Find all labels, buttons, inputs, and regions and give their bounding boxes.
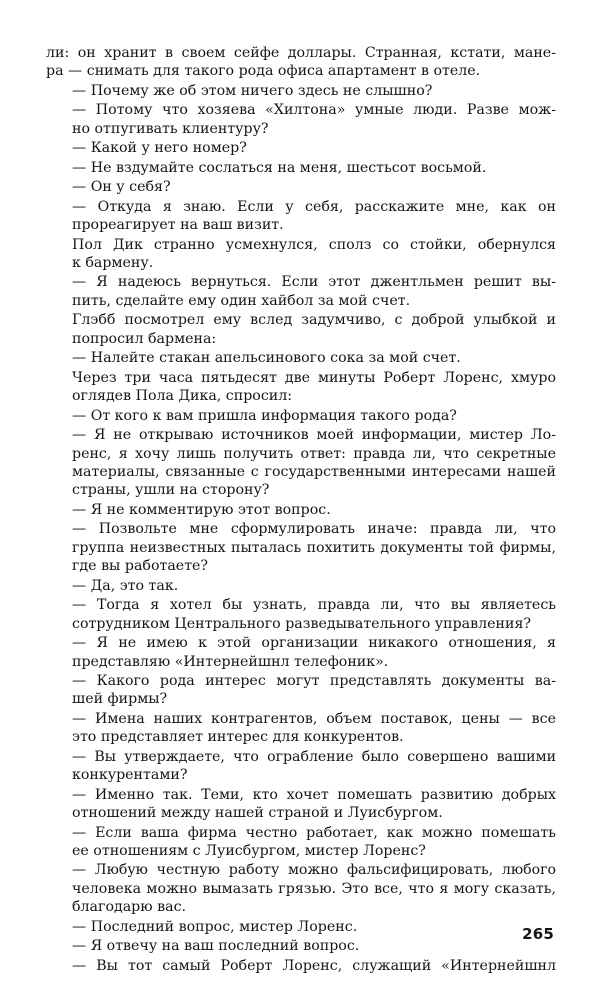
text-line: — Последний вопрос, мистер Лоренс. <box>72 918 358 935</box>
text-line: это представляет интерес для конкурентов. <box>72 729 404 746</box>
paragraph <box>46 748 556 785</box>
paragraph <box>46 311 556 348</box>
text-line: — Тогда я хотел бы узнать, правда ли, что вы являетесь <box>72 597 556 614</box>
text-line: представляю «Интернейшнл телефоник». <box>72 653 389 670</box>
text-line: Пол Дик странно усмехнулся, сполз со стойки, обернулся <box>72 236 556 253</box>
paragraph <box>46 918 556 936</box>
text-line: пить, сделайте ему один хайбол за мой счет. <box>72 292 411 309</box>
paragraph <box>46 236 556 273</box>
paragraph <box>46 349 556 367</box>
text-line: но отпугивать клиентуру? <box>72 120 269 137</box>
paragraph <box>46 407 556 425</box>
text-line: прореагирует на ваш визит. <box>72 217 284 234</box>
text-line: — Налейте стакан апельсинового сока за мой счет. <box>72 350 461 367</box>
paragraph <box>46 273 556 310</box>
paragraph <box>46 861 556 916</box>
paragraph <box>46 501 556 519</box>
text-line: где вы работаете? <box>72 558 209 575</box>
book-page-text <box>46 44 556 975</box>
text-line: материалы, связанные с государственными интересами нашей <box>72 463 556 480</box>
text-line: человека можно вымазать грязью. Это все, что я могу сказать, <box>72 880 556 897</box>
text-line: — Вы утверждаете, что ограбление было совершено вашими <box>72 748 556 765</box>
paragraph <box>46 101 556 138</box>
text-line: группа неизвестных пыталась похитить документы той фирмы, <box>72 539 556 556</box>
text-line: Глэбб посмотрел ему вслед задумчиво, с доброй улыбкой и <box>72 312 556 329</box>
page-number: 265 <box>522 925 554 943</box>
paragraph <box>46 786 556 823</box>
paragraph <box>46 596 556 633</box>
paragraph <box>46 710 556 747</box>
text-line: — Я надеюсь вернуться. Если этот джентльмен решит вы- <box>72 274 556 291</box>
paragraph <box>46 139 556 157</box>
text-line: — Я не имею к этой организации никакого отношения, я <box>72 635 556 652</box>
text-line: ра — снимать для такого рода офиса апартамент в отеле. <box>46 63 481 80</box>
text-line: — Позвольте мне сформулировать иначе: правда ли, что <box>72 521 556 538</box>
paragraph <box>46 426 556 500</box>
text-line: конкурентами? <box>72 767 188 784</box>
text-line: — Откуда я знаю. Если у себя, расскажите мне, как он <box>72 198 556 215</box>
text-line: — Почему же об этом ничего здесь не слышно? <box>72 82 433 99</box>
text-line: ее отношениям с Луисбургом, мистер Лоренс? <box>72 843 426 860</box>
paragraph <box>46 44 556 81</box>
text-line: — Какой у него номер? <box>72 140 247 157</box>
text-line: сотрудником Центрального разведывательного управления? <box>72 615 532 632</box>
text-line: ренс, я хочу лишь получить ответ: правда ли, что секретные <box>72 445 556 462</box>
text-line: оглядев Пола Дика, спросил: <box>72 388 293 405</box>
text-line: — Я отвечу на ваш последний вопрос. <box>72 938 360 955</box>
paragraph <box>46 520 556 575</box>
paragraph <box>46 824 556 861</box>
text-line: — Именно так. Теми, кто хочет помешать развитию добрых <box>72 786 556 803</box>
text-line: — Имена наших контрагентов, объем поставок, цены — все <box>72 710 556 727</box>
paragraph <box>46 577 556 595</box>
text-line: Через три часа пятьдесят две минуты Роберт Лоренс, хмуро <box>72 369 556 386</box>
text-line: — От кого к вам пришла информация такого рода? <box>72 407 457 424</box>
paragraph <box>46 957 556 975</box>
text-line: — Какого рода интерес могут представлять документы ва- <box>72 672 556 689</box>
paragraph <box>46 82 556 100</box>
text-line: отношений между нашей страной и Луисбургом. <box>72 805 443 822</box>
text-line: — Любую честную работу можно фальсифицировать, любого <box>72 862 556 879</box>
text-line: — Да, это так. <box>72 577 179 594</box>
text-line: — Вы тот самый Роберт Лоренс, служащий «Интернейшнл <box>72 957 556 974</box>
text-line: страны, ушли на сторону? <box>72 482 270 499</box>
text-line: — Он у себя? <box>72 179 171 196</box>
paragraph <box>46 369 556 406</box>
paragraph <box>46 159 556 177</box>
paragraph <box>46 178 556 196</box>
text-line: попросил бармена: <box>72 330 217 347</box>
text-line: — Я не открываю источников моей информации, мистер Ло- <box>72 427 556 444</box>
text-line: — Я не комментирую этот вопрос. <box>72 501 331 518</box>
text-line: к бармену. <box>72 254 154 271</box>
paragraph <box>46 937 556 955</box>
text-line: благодарю вас. <box>72 899 187 916</box>
paragraph <box>46 672 556 709</box>
text-line: — Если ваша фирма честно работает, как можно помешать <box>72 824 556 841</box>
paragraph <box>46 634 556 671</box>
text-line: — Потому что хозяева «Хилтона» умные люди. Разве мож- <box>72 102 556 119</box>
text-line: шей фирмы? <box>72 691 168 708</box>
text-line: ли: он хранит в своем сейфе доллары. Странная, кстати, мане- <box>46 45 556 61</box>
paragraph <box>46 198 556 235</box>
text-line: — Не вздумайте сослаться на меня, шестьсот восьмой. <box>72 159 487 176</box>
